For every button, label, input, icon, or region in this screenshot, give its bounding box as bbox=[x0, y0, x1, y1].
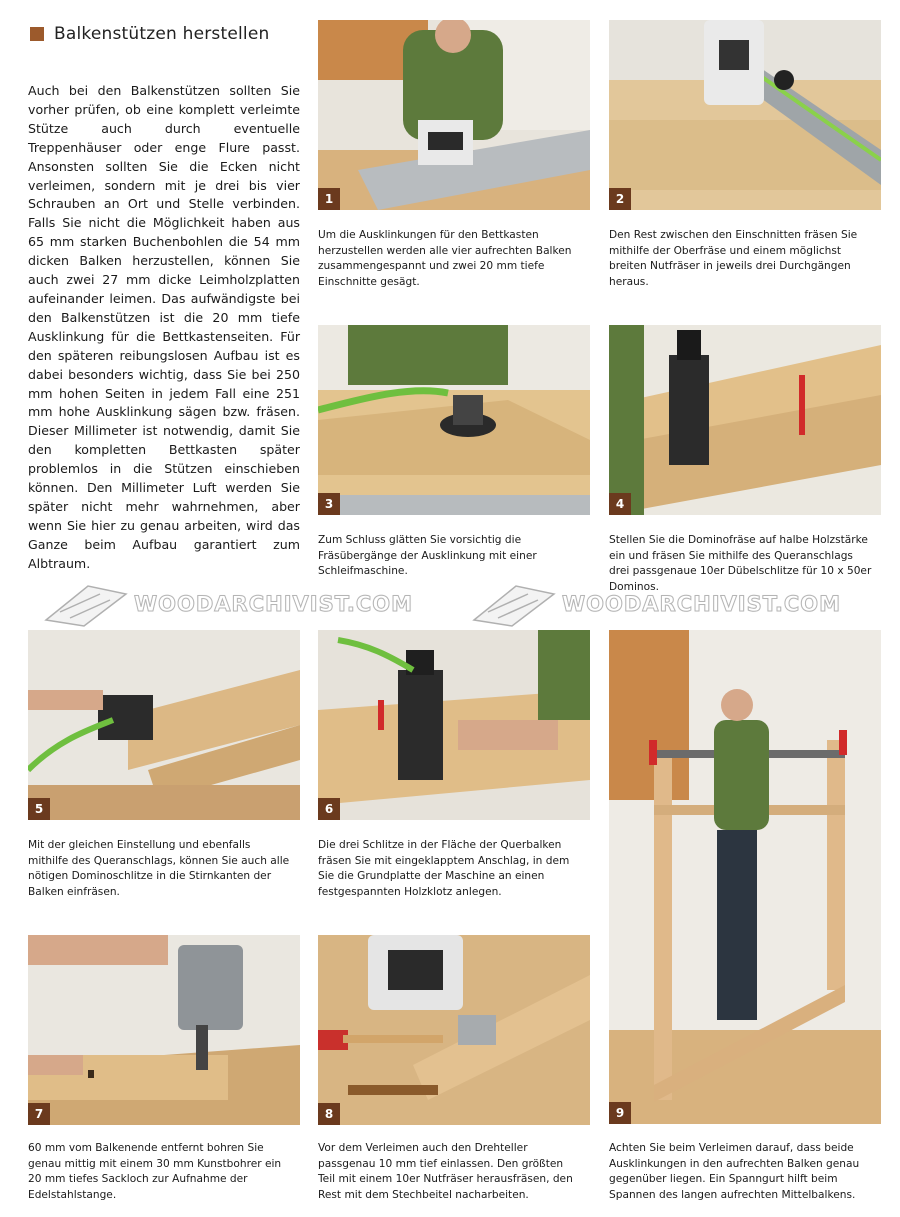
caption-step-1: Um die Ausklinkungen für den Bettkasten herzustellen werden alle vier aufrechten Balken zusammengespannt und zwei 20 mm tiefe Einschnitte gesägt. bbox=[318, 229, 572, 288]
woodarchivist-logo-icon bbox=[40, 580, 130, 628]
watermark-text: WOODARCHIVIST.COM bbox=[562, 592, 841, 616]
step-number-badge: 6 bbox=[318, 798, 340, 820]
caption-step-3: Zum Schluss glätten Sie vorsichtig die Fräsübergänge der Ausklinkung mit einer Schleifmaschine. bbox=[318, 534, 537, 578]
step-number-badge: 3 bbox=[318, 493, 340, 515]
step-number-badge: 9 bbox=[609, 1102, 631, 1124]
step-number-badge: 1 bbox=[318, 188, 340, 210]
caption-step-7: 60 mm vom Balkenende entfernt bohren Sie genau mittig mit einem 30 mm Kunstbohrer ein 20 mm tiefes Sackloch zur Aufnahme der Edelstahlstange. bbox=[28, 1142, 282, 1201]
caption-step-9: Achten Sie beim Verleimen darauf, dass beide Ausklinkungen in den aufrechten Balken genau gegenüber liegen. Ein Spanngurt hilft beim Spannen des langen aufrechten Mittelbalkens. bbox=[609, 1142, 860, 1201]
intro-paragraph: Auch bei den Balkenstützen sollten Sie vorher prüfen, ob eine komplett verleimte Stütze auch durch eventuelle Treppenhäuser oder enge Flure passt. Ansonsten sollten Sie die Ecken nicht verleimen, sondern mit je drei bis vier Schrauben an Ort und Stelle verbinden. Falls Sie nicht die Möglichkeit haben aus 65 mm starken Buchenbohlen die 54 mm dicken Balken herzustellen, können Sie auch zwei 27 mm dicke Leimholzplatten aufeinander leimen. Das aufwändigste bei den Balkenstützen ist die 20 mm tiefe Ausklinkung für die Bettkastenseiten. Für den späteren reibungslosen Aufbau ist es dabei besonders wichtig, dass Sie bei 250 mm hohen Seiten in jedem Fall eine 251 mm hohe Ausklinkung sägen bzw. fräsen. Dieser Millimeter ist notwendig, damit Sie den kompletten Bettkasten später problemlos in die Stützen einschieben können. Den Millimeter Luft werden Sie später nicht mehr wahrnehmen, aber wenn Sie hier zu genau arbeiten, wird das Ganze beim Aufbau garantiert zum Albtraum. bbox=[28, 83, 300, 571]
caption-step-2: Den Rest zwischen den Einschnitten fräsen Sie mithilfe der Oberfräse und einem möglichst breiten Nutfräser in jeweils drei Durchgängen heraus. bbox=[609, 229, 858, 288]
section-heading bbox=[30, 24, 269, 44]
photo-step-3 bbox=[318, 325, 590, 515]
heading-square-icon bbox=[30, 27, 44, 41]
step-number-badge: 5 bbox=[28, 798, 50, 820]
caption-step-8: Vor dem Verleimen auch den Drehteller passgenau 10 mm tief einlassen. Den größten Teil mit einem 10er Nutfräser herausfräsen, den Rest mit dem Stechbeitel nacharbeiten. bbox=[318, 1142, 573, 1201]
page-title: Balkenstützen herstellen bbox=[54, 24, 270, 44]
step-number-badge: 4 bbox=[609, 493, 631, 515]
photo-step-4 bbox=[609, 325, 881, 515]
watermark-left bbox=[40, 580, 413, 628]
step-number-badge: 8 bbox=[318, 1103, 340, 1125]
photo-step-7 bbox=[28, 935, 300, 1125]
caption-step-6: Die drei Schlitze in der Fläche der Querbalken fräsen Sie mit eingeklapptem Anschlag, in dem Sie die Grundplatte der Maschine an einen festgespannten Holzklotz anlegen. bbox=[318, 839, 570, 898]
step-number-badge: 2 bbox=[609, 188, 631, 210]
watermark-right bbox=[468, 580, 841, 628]
caption-step-4: Stellen Sie die Dominofräse auf halbe Holzstärke ein und fräsen Sie mithilfe des Queranschlags drei passgenaue 10er Dübelschlitze für 10 x 50er Dominos. bbox=[609, 534, 872, 593]
photo-step-1 bbox=[318, 20, 590, 210]
photo-step-5 bbox=[28, 630, 300, 820]
woodarchivist-logo-icon bbox=[468, 580, 558, 628]
photo-step-8 bbox=[318, 935, 590, 1125]
photo-step-6 bbox=[318, 630, 590, 820]
photo-step-2 bbox=[609, 20, 881, 210]
caption-step-5: Mit der gleichen Einstellung und ebenfalls mithilfe des Queranschlags, können Sie auch alle nötigen Dominoschlitze in die Stirnkanten der Balken einfräsen. bbox=[28, 839, 290, 898]
watermark-text: WOODARCHIVIST.COM bbox=[134, 592, 413, 616]
step-number-badge: 7 bbox=[28, 1103, 50, 1125]
photo-step-9 bbox=[609, 630, 881, 1124]
